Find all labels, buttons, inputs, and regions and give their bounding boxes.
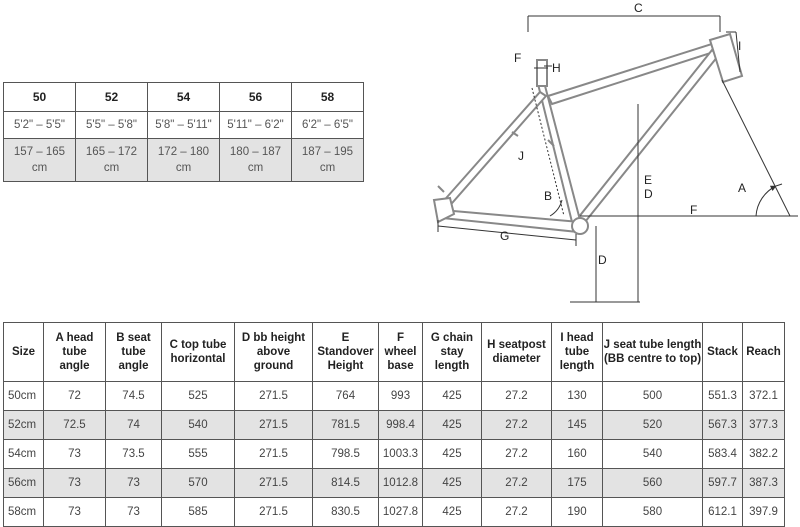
geometry-value-cell: 27.2 xyxy=(482,382,552,411)
geometry-value-cell: 73 xyxy=(44,498,106,527)
size-cell: 58cm xyxy=(4,498,44,527)
geometry-value-cell: 525 xyxy=(162,382,235,411)
geometry-value-cell: 27.2 xyxy=(482,469,552,498)
geometry-value-cell: 781.5 xyxy=(313,411,379,440)
geometry-value-cell: 998.4 xyxy=(379,411,423,440)
geometry-header-cell xyxy=(4,323,44,382)
height-cm-cell xyxy=(76,139,148,182)
frame-geometry-diagram xyxy=(420,0,800,310)
header-text-line: horizontal xyxy=(170,353,226,365)
label-E: E xyxy=(644,173,653,187)
header-text-line: F xyxy=(396,332,405,344)
label-J: J xyxy=(518,149,524,163)
size-header-cell: 50 xyxy=(4,83,76,112)
size-header-cell: 52 xyxy=(76,83,148,112)
header-text-line: Height xyxy=(327,360,364,372)
height-cm-unit: cm xyxy=(247,162,264,174)
header-text-line: length xyxy=(559,360,595,372)
header-text-line: angle xyxy=(118,360,149,372)
geometry-value-cell: 425 xyxy=(423,440,482,469)
label-C: C xyxy=(634,1,643,15)
geometry-header-cell xyxy=(482,323,552,382)
header-text-line: D bb height xyxy=(241,332,306,344)
header-text-line: E xyxy=(341,332,350,344)
geometry-value-cell: 74.5 xyxy=(106,382,162,411)
size-cell: 50cm xyxy=(4,382,44,411)
label-F-right: F xyxy=(690,203,698,217)
header-text-line: tube xyxy=(121,346,146,358)
geometry-value-cell: 585 xyxy=(162,498,235,527)
geometry-value-cell: 580 xyxy=(603,498,703,527)
height-cm-range: 187 – 195 xyxy=(301,146,354,158)
geometry-value-cell: 190 xyxy=(552,498,603,527)
geometry-header-row xyxy=(4,323,785,382)
geometry-value-cell: 764 xyxy=(313,382,379,411)
size-header-cell: 54 xyxy=(148,83,220,112)
geometry-value-cell: 425 xyxy=(423,411,482,440)
geometry-value-cell: 72.5 xyxy=(44,411,106,440)
geometry-value-cell: 993 xyxy=(379,382,423,411)
geometry-header-cell xyxy=(162,323,235,382)
geometry-value-cell: 27.2 xyxy=(482,498,552,527)
geometry-value-cell: 500 xyxy=(603,382,703,411)
header-text-line: Standover xyxy=(317,346,374,358)
height-feet-cell: 6'2" – 6'5" xyxy=(292,112,364,139)
size-header-cell: 56 xyxy=(220,83,292,112)
height-cm-cell xyxy=(220,139,292,182)
height-cm-cell xyxy=(148,139,220,182)
geometry-row xyxy=(4,469,785,498)
geometry-row xyxy=(4,411,785,440)
header-text-line: G chain xyxy=(430,332,474,344)
geometry-row xyxy=(4,382,785,411)
height-feet-cell: 5'5" – 5'8" xyxy=(76,112,148,139)
header-text-line: Size xyxy=(11,346,35,358)
height-feet-cell: 5'11" – 6'2" xyxy=(220,112,292,139)
geometry-value-cell: 814.5 xyxy=(313,469,379,498)
geometry-value-cell: 73 xyxy=(106,498,162,527)
label-B: B xyxy=(544,189,553,203)
height-cm-cell xyxy=(292,139,364,182)
geometry-value-cell: 583.4 xyxy=(703,440,743,469)
header-text-line: diameter xyxy=(492,353,541,365)
geometry-header-cell xyxy=(703,323,743,382)
geometry-value-cell: 425 xyxy=(423,469,482,498)
geometry-value-cell: 567.3 xyxy=(703,411,743,440)
geometry-table xyxy=(3,322,785,527)
height-cm-unit: cm xyxy=(175,162,192,174)
geometry-value-cell: 271.5 xyxy=(235,469,313,498)
geometry-value-cell: 271.5 xyxy=(235,382,313,411)
height-cm-range: 180 – 187 xyxy=(229,146,282,158)
geometry-value-cell: 27.2 xyxy=(482,411,552,440)
geometry-value-cell: 130 xyxy=(552,382,603,411)
geometry-value-cell: 27.2 xyxy=(482,440,552,469)
geometry-body xyxy=(4,382,785,527)
geometry-value-cell: 520 xyxy=(603,411,703,440)
size-cell: 54cm xyxy=(4,440,44,469)
height-cm-row xyxy=(4,139,364,182)
geometry-value-cell: 377.3 xyxy=(743,411,785,440)
size-cell: 52cm xyxy=(4,411,44,440)
geometry-row xyxy=(4,498,785,527)
size-header-row xyxy=(4,83,364,112)
header-text-line: (BB centre to top) xyxy=(603,353,702,365)
geometry-value-cell: 397.9 xyxy=(743,498,785,527)
header-text-line: C top tube xyxy=(169,339,227,351)
geometry-value-cell: 425 xyxy=(423,382,482,411)
geometry-value-cell: 830.5 xyxy=(313,498,379,527)
geometry-value-cell: 570 xyxy=(162,469,235,498)
header-text-line: A head xyxy=(55,332,94,344)
header-text-line: I head xyxy=(560,332,594,344)
height-feet-cell: 5'8" – 5'11" xyxy=(148,112,220,139)
geometry-value-cell: 73 xyxy=(106,469,162,498)
label-I: I xyxy=(738,39,742,53)
height-cm-unit: cm xyxy=(319,162,336,174)
size-header-cell: 58 xyxy=(292,83,364,112)
geometry-value-cell: 73 xyxy=(44,440,106,469)
label-D-upper: D xyxy=(644,187,653,201)
geometry-value-cell: 560 xyxy=(603,469,703,498)
geometry-value-cell: 798.5 xyxy=(313,440,379,469)
header-text-line: tube xyxy=(564,346,590,358)
geometry-value-cell: 145 xyxy=(552,411,603,440)
geometry-header-cell xyxy=(603,323,703,382)
header-text-line: above xyxy=(256,346,291,358)
geometry-value-cell: 160 xyxy=(552,440,603,469)
geometry-value-cell: 74 xyxy=(106,411,162,440)
geometry-header-cell xyxy=(379,323,423,382)
header-text-line: Reach xyxy=(746,346,781,358)
geometry-value-cell: 1027.8 xyxy=(379,498,423,527)
geometry-header-cell xyxy=(44,323,106,382)
geometry-value-cell: 271.5 xyxy=(235,498,313,527)
header-text-line: Stack xyxy=(707,346,738,358)
geometry-value-cell: 540 xyxy=(603,440,703,469)
height-feet-cell: 5'2" – 5'5" xyxy=(4,112,76,139)
label-H: H xyxy=(552,61,561,75)
geometry-value-cell: 612.1 xyxy=(703,498,743,527)
geometry-header-cell xyxy=(235,323,313,382)
header-text-line: length xyxy=(434,360,470,372)
height-cm-range: 157 – 165 xyxy=(13,146,66,158)
geometry-value-cell: 175 xyxy=(552,469,603,498)
label-D-lower: D xyxy=(598,253,607,267)
geometry-value-cell: 73.5 xyxy=(106,440,162,469)
label-G: G xyxy=(500,229,510,243)
geometry-value-cell: 1012.8 xyxy=(379,469,423,498)
geometry-value-cell: 387.3 xyxy=(743,469,785,498)
geometry-row xyxy=(4,440,785,469)
header-text-line: angle xyxy=(59,360,90,372)
label-A: A xyxy=(738,181,747,195)
size-cell: 56cm xyxy=(4,469,44,498)
geometry-header-cell xyxy=(743,323,785,382)
height-feet-row xyxy=(4,112,364,139)
label-F-top: F xyxy=(514,51,522,65)
geometry-header-cell xyxy=(423,323,482,382)
header-text-line: B seat xyxy=(116,332,151,344)
geometry-value-cell: 73 xyxy=(44,469,106,498)
geometry-value-cell: 597.7 xyxy=(703,469,743,498)
geometry-header-cell xyxy=(313,323,379,382)
header-text-line: H seatpost xyxy=(487,339,546,351)
header-text-line: base xyxy=(387,360,414,372)
geometry-value-cell: 382.2 xyxy=(743,440,785,469)
geometry-value-cell: 372.1 xyxy=(743,382,785,411)
geometry-value-cell: 540 xyxy=(162,411,235,440)
header-text-line: tube xyxy=(62,346,87,358)
geometry-header-cell xyxy=(106,323,162,382)
header-text-line: stay xyxy=(440,346,464,358)
header-text-line: wheel xyxy=(384,346,417,358)
geometry-header-cell xyxy=(552,323,603,382)
geometry-value-cell: 271.5 xyxy=(235,440,313,469)
header-text-line: J seat tube length xyxy=(603,339,702,351)
geometry-value-cell: 555 xyxy=(162,440,235,469)
geometry-value-cell: 551.3 xyxy=(703,382,743,411)
height-cm-cell xyxy=(4,139,76,182)
geometry-value-cell: 271.5 xyxy=(235,411,313,440)
height-cm-range: 172 – 180 xyxy=(157,146,210,158)
size-chart-table xyxy=(3,82,364,182)
header-text-line: ground xyxy=(253,360,294,372)
geometry-value-cell: 425 xyxy=(423,498,482,527)
height-cm-unit: cm xyxy=(103,162,120,174)
height-cm-range: 165 – 172 xyxy=(85,146,138,158)
geometry-value-cell: 1003.3 xyxy=(379,440,423,469)
height-cm-unit: cm xyxy=(31,162,48,174)
geometry-value-cell: 72 xyxy=(44,382,106,411)
